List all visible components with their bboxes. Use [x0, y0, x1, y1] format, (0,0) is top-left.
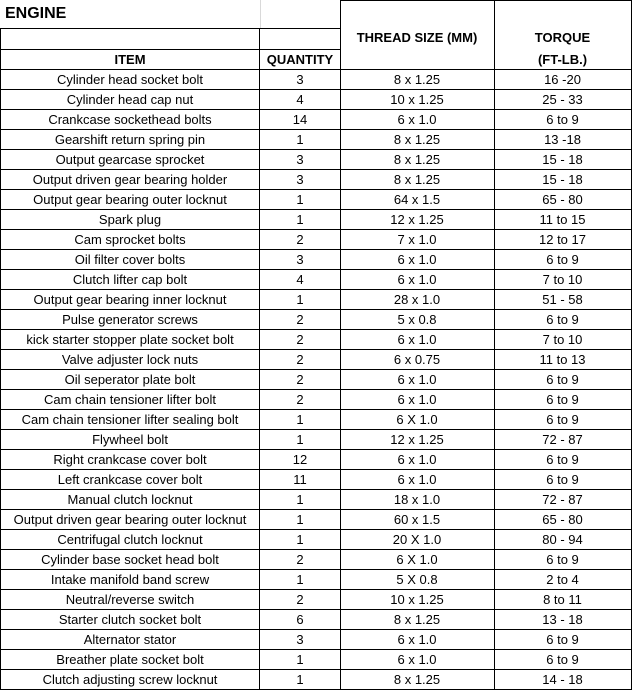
thread-size-cell: 12 x 1.25 [390, 212, 444, 227]
item-cell: Alternator stator [83, 632, 177, 647]
torque-cell: 16 -20 [544, 72, 581, 87]
quantity-cell: 1 [296, 672, 304, 687]
torque-cell: 6 to 9 [546, 112, 579, 127]
grid-line [1, 309, 632, 310]
torque-cell: 6 to 9 [546, 392, 579, 407]
torque-cell: 6 to 9 [546, 552, 579, 567]
thread-size-cell: 10 x 1.25 [390, 92, 444, 107]
grid-line [1, 189, 632, 190]
grid-line [1, 589, 632, 590]
item-cell: Oil filter cover bolts [74, 252, 186, 267]
thread-size-cell: 10 x 1.25 [390, 592, 444, 607]
item-cell: Manual clutch locknut [67, 492, 193, 507]
grid-line [1, 69, 632, 70]
sheet-title: ENGINE [5, 5, 67, 22]
item-cell: Gearshift return spring pin [54, 132, 206, 147]
thread-size-cell: 6 x 1.0 [397, 632, 437, 647]
quantity-cell: 2 [296, 332, 304, 347]
thread-size-cell: 20 X 1.0 [392, 532, 442, 547]
grid-line [1, 369, 632, 370]
item-cell: Clutch adjusting screw locknut [42, 672, 218, 687]
quantity-cell: 1 [296, 572, 304, 587]
torque-cell: 11 to 15 [539, 212, 586, 227]
grid-line [1, 649, 632, 650]
thread-size-cell: 6 x 1.0 [397, 332, 437, 347]
quantity-cell: 2 [296, 552, 304, 567]
grid-line [1, 169, 632, 170]
item-cell: Cam chain tensioner lifter bolt [44, 392, 216, 407]
quantity-cell: 3 [296, 172, 304, 187]
quantity-cell: 3 [296, 72, 304, 87]
thread-size-cell: 60 x 1.5 [393, 512, 441, 527]
item-cell: Cylinder head cap nut [66, 92, 194, 107]
item-cell: kick starter stopper plate socket bolt [26, 332, 234, 347]
torque-cell: 14 - 18 [542, 672, 583, 687]
grid-line [1, 409, 632, 410]
item-cell: Crankcase sockethead bolts [48, 112, 212, 127]
grid-line [259, 28, 260, 690]
thread-size-cell: 8 x 1.25 [393, 612, 441, 627]
quantity-cell: 2 [296, 352, 304, 367]
item-cell: Right crankcase cover bolt [53, 452, 207, 467]
quantity-cell: 1 [296, 652, 304, 667]
grid-line [1, 249, 632, 250]
grid-line [1, 449, 632, 450]
quantity-cell: 1 [296, 192, 304, 207]
quantity-cell: 6 [296, 612, 304, 627]
thread-size-cell: 6 x 1.0 [397, 372, 437, 387]
thread-size-cell: 5 x 0.8 [397, 312, 437, 327]
quantity-cell: 2 [296, 232, 304, 247]
quantity-cell: 11 [293, 472, 307, 487]
grid-line [1, 129, 632, 130]
torque-cell: 13 - 18 [542, 612, 583, 627]
quantity-cell: 4 [296, 92, 304, 107]
item-cell: Output driven gear bearing outer locknut [13, 512, 247, 527]
quantity-cell: 1 [296, 512, 304, 527]
torque-cell: 8 to 11 [543, 592, 582, 607]
grid-line [1, 89, 632, 90]
grid-line [1, 229, 632, 230]
grid-line [1, 349, 632, 350]
grid-line [1, 389, 632, 390]
grid-line [1, 629, 632, 630]
torque-cell: 7 to 10 [542, 272, 583, 287]
quantity-cell: 2 [296, 592, 304, 607]
item-cell: Output gear bearing inner locknut [33, 292, 227, 307]
item-cell: Output driven gear bearing holder [32, 172, 228, 187]
quantity-cell: 1 [296, 412, 304, 427]
grid-line [1, 549, 632, 550]
torque-cell: 25 - 33 [542, 92, 583, 107]
torque-cell: 15 - 18 [542, 172, 583, 187]
grid-line [494, 0, 495, 690]
thread-size-cell: 6 x 1.0 [397, 272, 437, 287]
torque-cell: 11 to 13 [539, 352, 586, 367]
thread-size-cell: 8 x 1.25 [393, 132, 441, 147]
grid-line [1, 469, 632, 470]
torque-cell: 72 - 87 [542, 432, 583, 447]
grid-line [1, 569, 632, 570]
item-cell: Pulse generator screws [62, 312, 198, 327]
item-cell: Valve adjuster lock nuts [61, 352, 199, 367]
torque-cell: 12 to 17 [539, 232, 586, 247]
thread-size-cell: 6 x 1.0 [397, 252, 437, 267]
grid-line [260, 0, 261, 28]
thread-size-cell: 6 x 1.0 [397, 472, 437, 487]
grid-line [1, 109, 632, 110]
grid-line [1, 269, 632, 270]
item-cell: Clutch lifter cap bolt [72, 272, 188, 287]
item-cell: Left crankcase cover bolt [57, 472, 203, 487]
thread-size-cell: 6 x 1.0 [397, 452, 437, 467]
quantity-cell: 2 [296, 372, 304, 387]
thread-size-cell: 6 x 1.0 [397, 112, 437, 127]
quantity-cell: 1 [296, 432, 304, 447]
torque-cell: 6 to 9 [546, 252, 579, 267]
torque-cell: 72 - 87 [542, 492, 583, 507]
quantity-cell: 12 [292, 452, 308, 467]
torque-cell: 6 to 9 [546, 632, 579, 647]
quantity-cell: 14 [292, 112, 308, 127]
thread-size-cell: 8 x 1.25 [393, 172, 441, 187]
item-cell: Output gear bearing outer locknut [33, 192, 227, 207]
thread-size-cell: 6 x 1.0 [397, 392, 437, 407]
grid-line [1, 669, 632, 670]
grid-line [340, 0, 341, 690]
grid-line [1, 509, 632, 510]
torque-cell: 6 to 9 [546, 452, 579, 467]
header-torque-line1: TORQUE [534, 30, 591, 45]
quantity-cell: 1 [296, 212, 304, 227]
header-thread-size: THREAD SIZE (MM) [356, 30, 478, 45]
grid-line [260, 28, 340, 29]
grid-line [1, 489, 632, 490]
item-cell: Intake manifold band screw [50, 572, 210, 587]
quantity-cell: 2 [296, 312, 304, 327]
torque-cell: 65 - 80 [542, 192, 583, 207]
grid-line [1, 529, 632, 530]
thread-size-cell: 5 X 0.8 [396, 572, 438, 587]
quantity-cell: 3 [296, 252, 304, 267]
grid-line [1, 429, 632, 430]
torque-cell: 7 to 10 [542, 332, 583, 347]
thread-size-cell: 7 x 1.0 [397, 232, 437, 247]
thread-size-cell: 6 x 0.75 [393, 352, 441, 367]
item-cell: Neutral/reverse switch [65, 592, 195, 607]
item-cell: Spark plug [98, 212, 162, 227]
grid-line [1, 49, 340, 50]
grid-line [1, 689, 632, 690]
thread-size-cell: 28 x 1.0 [393, 292, 441, 307]
torque-cell: 2 to 4 [546, 572, 579, 587]
quantity-cell: 1 [296, 492, 304, 507]
torque-cell: 51 - 58 [542, 292, 583, 307]
item-cell: Starter clutch socket bolt [58, 612, 202, 627]
grid-line [1, 329, 632, 330]
item-cell: Output gearcase sprocket [55, 152, 205, 167]
torque-cell: 6 to 9 [546, 412, 579, 427]
grid-line [340, 0, 632, 1]
torque-cell: 65 - 80 [542, 512, 583, 527]
item-cell: Oil seperator plate bolt [64, 372, 196, 387]
torque-cell: 15 - 18 [542, 152, 583, 167]
torque-cell: 80 - 94 [542, 532, 583, 547]
item-cell: Cylinder head socket bolt [57, 72, 203, 87]
thread-size-cell: 12 x 1.25 [390, 432, 444, 447]
grid-line [1, 149, 632, 150]
header-torque-line2: (FT-LB.) [537, 52, 588, 67]
grid-line [1, 289, 632, 290]
torque-cell: 6 to 9 [546, 372, 579, 387]
thread-size-cell: 64 x 1.5 [393, 192, 441, 207]
item-cell: Breather plate socket bolt [56, 652, 204, 667]
thread-size-cell: 6 X 1.0 [396, 412, 438, 427]
torque-cell: 13 -18 [544, 132, 581, 147]
item-cell: Cam chain tensioner lifter sealing bolt [21, 412, 239, 427]
quantity-cell: 4 [296, 272, 304, 287]
thread-size-cell: 8 x 1.25 [393, 672, 441, 687]
quantity-cell: 1 [296, 532, 304, 547]
thread-size-cell: 8 x 1.25 [393, 152, 441, 167]
torque-cell: 6 to 9 [546, 312, 579, 327]
thread-size-cell: 6 X 1.0 [396, 552, 438, 567]
item-cell: Centrifugal clutch locknut [57, 532, 203, 547]
thread-size-cell: 8 x 1.25 [393, 72, 441, 87]
quantity-cell: 1 [296, 292, 304, 307]
header-quantity: QUANTITY [266, 52, 334, 67]
quantity-cell: 3 [296, 632, 304, 647]
quantity-cell: 3 [296, 152, 304, 167]
thread-size-cell: 18 x 1.0 [393, 492, 441, 507]
grid-line [1, 609, 632, 610]
quantity-cell: 2 [296, 392, 304, 407]
quantity-cell: 1 [296, 132, 304, 147]
torque-cell: 6 to 9 [546, 652, 579, 667]
header-item: ITEM [114, 52, 146, 67]
item-cell: Cam sprocket bolts [74, 232, 186, 247]
torque-cell: 6 to 9 [546, 472, 579, 487]
grid-line [1, 28, 260, 29]
item-cell: Cylinder base socket head bolt [41, 552, 219, 567]
item-cell: Flywheel bolt [92, 432, 168, 447]
grid-line [1, 209, 632, 210]
thread-size-cell: 6 x 1.0 [397, 652, 437, 667]
grid-line [0, 28, 1, 690]
